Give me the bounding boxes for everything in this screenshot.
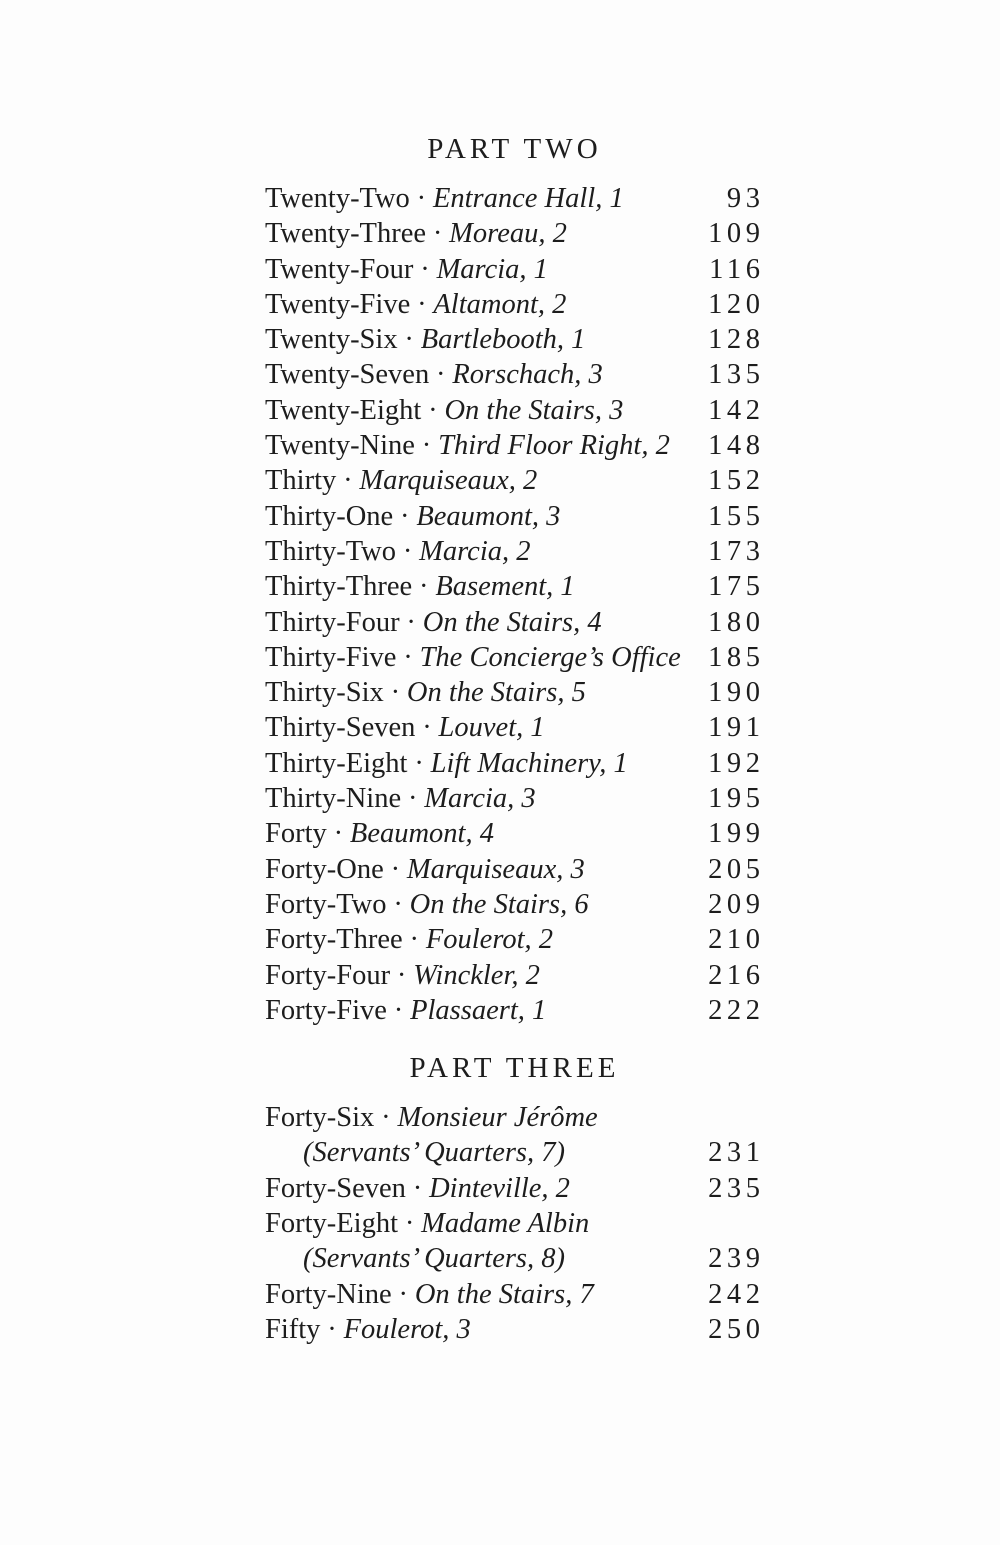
separator-dot: · bbox=[400, 500, 410, 532]
entry-line bbox=[265, 499, 765, 534]
entry-label bbox=[265, 1312, 471, 1347]
separator-dot: · bbox=[436, 359, 446, 391]
toc-entry bbox=[265, 181, 765, 216]
table-of-contents bbox=[265, 131, 765, 1347]
separator-dot: · bbox=[420, 253, 430, 285]
chapter-title: Monsieur Jérôme bbox=[397, 1102, 598, 1134]
entry-label bbox=[265, 499, 560, 534]
page-number: 191 bbox=[708, 712, 765, 744]
entry-label bbox=[265, 710, 545, 745]
chapter-title: Foulerot, 3 bbox=[343, 1313, 471, 1345]
separator-dot: · bbox=[407, 783, 418, 815]
page-number: 242 bbox=[708, 1278, 765, 1310]
toc-entry bbox=[265, 781, 765, 816]
entry-line bbox=[265, 569, 765, 604]
toc-entry bbox=[265, 675, 765, 710]
entry-line bbox=[265, 252, 765, 287]
entry-line bbox=[265, 993, 765, 1028]
separator-dot: · bbox=[419, 571, 429, 603]
separator-dot: · bbox=[398, 1278, 408, 1310]
toc-entry bbox=[265, 534, 765, 569]
entry-label bbox=[265, 216, 567, 251]
entry-label bbox=[265, 640, 681, 675]
separator-dot: · bbox=[333, 818, 344, 850]
toc-entry bbox=[265, 463, 765, 498]
toc-entry bbox=[265, 1100, 765, 1171]
page-number: 199 bbox=[708, 818, 765, 850]
separator-dot: · bbox=[417, 288, 427, 320]
chapter-title: Dinteville, 2 bbox=[429, 1172, 570, 1204]
entry-label bbox=[265, 1277, 594, 1312]
toc-entry bbox=[265, 287, 765, 322]
toc-entry bbox=[265, 393, 765, 428]
entry-label bbox=[265, 605, 602, 640]
separator-dot: · bbox=[428, 394, 438, 426]
entry-label bbox=[265, 887, 589, 922]
entry-label-continuation bbox=[265, 1241, 565, 1276]
toc-entry bbox=[265, 1171, 765, 1206]
entry-label-continuation bbox=[265, 1135, 565, 1170]
entry-label bbox=[265, 428, 670, 463]
toc-entry bbox=[265, 922, 765, 957]
entry-label bbox=[265, 534, 530, 569]
chapter-name: Thirty-Two bbox=[265, 535, 396, 567]
chapter-title: Altamont, 2 bbox=[433, 288, 567, 320]
chapter-title: On the Stairs, 3 bbox=[444, 394, 624, 426]
chapter-title: Louvet, 1 bbox=[438, 712, 545, 744]
chapter-name: Twenty-Three bbox=[265, 218, 427, 250]
entry-label bbox=[265, 252, 548, 287]
toc-entry bbox=[265, 852, 765, 887]
page-number: 205 bbox=[708, 853, 765, 885]
page-number: 195 bbox=[708, 783, 765, 815]
chapter-name: Thirty-One bbox=[265, 500, 394, 532]
toc-entry bbox=[265, 428, 765, 463]
chapter-name: Thirty-Seven bbox=[265, 712, 416, 744]
chapter-name: Forty-Two bbox=[265, 888, 387, 920]
separator-dot: · bbox=[396, 959, 407, 991]
chapter-name: Twenty-Eight bbox=[265, 394, 422, 426]
toc-entry bbox=[265, 746, 765, 781]
chapter-name: Forty-Nine bbox=[265, 1278, 392, 1310]
chapter-name: Twenty-Seven bbox=[265, 359, 430, 391]
chapter-name: Thirty-Nine bbox=[265, 783, 402, 815]
entry-label bbox=[265, 746, 628, 781]
entry-line bbox=[265, 640, 765, 675]
chapter-title: On the Stairs, 4 bbox=[422, 606, 602, 638]
page-number: 152 bbox=[708, 465, 765, 497]
entry-line bbox=[265, 781, 765, 816]
toc-entry bbox=[265, 216, 765, 251]
entry-line bbox=[265, 958, 765, 993]
chapter-title: On the Stairs, 6 bbox=[409, 888, 589, 920]
entry-line bbox=[265, 216, 765, 251]
page-number: 235 bbox=[708, 1172, 765, 1204]
separator-dot: · bbox=[393, 994, 404, 1026]
toc-entry bbox=[265, 499, 765, 534]
page-number: 231 bbox=[708, 1137, 765, 1169]
entry-label bbox=[265, 1100, 598, 1135]
chapter-title: Marquiseaux, 2 bbox=[359, 465, 538, 497]
chapter-title: Beaumont, 3 bbox=[416, 500, 561, 532]
toc-entry bbox=[265, 252, 765, 287]
entry-line bbox=[265, 887, 765, 922]
chapter-name: Fifty bbox=[265, 1313, 321, 1345]
entry-line bbox=[265, 393, 765, 428]
chapter-name: Thirty-Eight bbox=[265, 747, 408, 779]
separator-dot: · bbox=[390, 853, 401, 885]
chapter-name: Forty-Six bbox=[265, 1102, 375, 1134]
entry-list bbox=[265, 181, 765, 1028]
chapter-name: Forty-One bbox=[265, 853, 384, 885]
entry-label bbox=[265, 781, 536, 816]
separator-dot: · bbox=[412, 1172, 423, 1204]
page-number: 142 bbox=[708, 394, 765, 426]
toc-entry bbox=[265, 569, 765, 604]
chapter-title: Winckler, 2 bbox=[413, 959, 540, 991]
separator-dot: · bbox=[403, 641, 413, 673]
entry-line bbox=[265, 463, 765, 498]
chapter-title: On the Stairs, 5 bbox=[406, 677, 586, 709]
separator-dot: · bbox=[404, 324, 414, 356]
toc-entry bbox=[265, 993, 765, 1028]
page-number: 175 bbox=[708, 571, 765, 603]
chapter-title: Basement, 1 bbox=[435, 571, 575, 603]
entry-line bbox=[265, 1312, 765, 1347]
entry-label bbox=[265, 322, 585, 357]
toc-section bbox=[265, 131, 765, 1028]
page-number: 128 bbox=[708, 324, 765, 356]
page-number: 239 bbox=[708, 1243, 765, 1275]
entry-line bbox=[265, 675, 765, 710]
page-number: 222 bbox=[708, 994, 765, 1026]
entry-line bbox=[265, 287, 765, 322]
part-heading: PART THREE bbox=[409, 1052, 620, 1085]
chapter-name: Thirty-Four bbox=[265, 606, 400, 638]
entry-line bbox=[265, 1171, 765, 1206]
page-number: 209 bbox=[708, 888, 765, 920]
entry-label bbox=[265, 1171, 570, 1206]
separator-dot: · bbox=[402, 535, 413, 567]
entry-line bbox=[265, 816, 765, 851]
page-number: 185 bbox=[708, 641, 765, 673]
toc-entry bbox=[265, 1277, 765, 1312]
chapter-title-continuation: (Servants’ Quarters, 7) bbox=[303, 1137, 566, 1169]
chapter-name: Twenty-Two bbox=[265, 183, 410, 214]
separator-dot: · bbox=[409, 924, 420, 956]
entry-line bbox=[265, 605, 765, 640]
separator-dot: · bbox=[327, 1313, 337, 1345]
chapter-title-continuation: (Servants’ Quarters, 8) bbox=[303, 1243, 566, 1275]
entry-line bbox=[265, 746, 765, 781]
chapter-name: Thirty-Six bbox=[265, 677, 384, 709]
chapter-title: The Concierge’s Office bbox=[419, 641, 681, 673]
chapter-title: Beaumont, 4 bbox=[349, 818, 494, 850]
chapter-title: Marquiseaux, 3 bbox=[406, 853, 585, 885]
toc-entry bbox=[265, 357, 765, 392]
chapter-name: Twenty-Four bbox=[265, 253, 414, 285]
entry-line bbox=[265, 322, 765, 357]
chapter-title: Marcia, 3 bbox=[424, 783, 536, 815]
page-number: 173 bbox=[708, 535, 765, 567]
page-number: 190 bbox=[708, 677, 765, 709]
toc-section bbox=[265, 1050, 765, 1347]
page-number: 116 bbox=[709, 253, 765, 285]
chapter-name: Thirty-Three bbox=[265, 571, 413, 603]
separator-dot: · bbox=[432, 218, 443, 250]
page-number: 148 bbox=[708, 430, 765, 462]
chapter-title: Foulerot, 2 bbox=[425, 924, 554, 956]
chapter-title: Plassaert, 1 bbox=[410, 994, 547, 1026]
entry-line bbox=[265, 181, 765, 216]
chapter-title: Marcia, 2 bbox=[419, 535, 531, 567]
chapter-title: On the Stairs, 7 bbox=[414, 1278, 594, 1310]
page-number: 109 bbox=[708, 218, 765, 250]
page-number: 93 bbox=[726, 183, 765, 214]
entry-line bbox=[265, 428, 765, 463]
entry-line-continuation bbox=[265, 1241, 765, 1276]
separator-dot: · bbox=[393, 888, 403, 920]
toc-entry bbox=[265, 640, 765, 675]
page-number: 120 bbox=[708, 288, 765, 320]
toc-entry bbox=[265, 958, 765, 993]
entry-label bbox=[265, 922, 553, 957]
separator-dot: · bbox=[422, 712, 432, 744]
separator-dot: · bbox=[404, 1208, 415, 1240]
chapter-title: Moreau, 2 bbox=[449, 218, 567, 250]
chapter-name: Forty bbox=[265, 818, 327, 850]
toc-entry bbox=[265, 605, 765, 640]
chapter-name: Forty-Three bbox=[265, 924, 403, 956]
chapter-title: Madame Albin bbox=[421, 1208, 590, 1240]
entry-line bbox=[265, 1100, 760, 1135]
separator-dot: · bbox=[343, 465, 353, 497]
entry-label bbox=[265, 852, 585, 887]
chapter-title: Rorschach, 3 bbox=[452, 359, 603, 391]
part-heading: PART TWO bbox=[427, 133, 602, 165]
entry-label bbox=[265, 958, 540, 993]
entry-line-continuation bbox=[265, 1135, 765, 1170]
chapter-name: Forty-Four bbox=[265, 959, 391, 991]
entry-label bbox=[265, 993, 546, 1028]
separator-dot: · bbox=[406, 606, 416, 638]
chapter-name: Twenty-Six bbox=[265, 324, 398, 356]
page-number: 250 bbox=[708, 1313, 765, 1345]
chapter-name: Thirty-Five bbox=[265, 641, 397, 673]
separator-dot: · bbox=[381, 1102, 391, 1134]
chapter-name: Forty-Eight bbox=[265, 1208, 398, 1240]
page-number: 210 bbox=[708, 924, 765, 956]
entry-label bbox=[265, 393, 623, 428]
chapter-name: Thirty bbox=[265, 465, 337, 497]
entry-label bbox=[265, 463, 537, 498]
page-number: 180 bbox=[708, 606, 765, 638]
entry-label bbox=[265, 675, 586, 710]
chapter-title: Entrance Hall, 1 bbox=[432, 183, 624, 214]
entry-label bbox=[265, 287, 566, 322]
entry-line bbox=[265, 1277, 765, 1312]
toc-entry bbox=[265, 710, 765, 745]
entry-list bbox=[265, 1100, 765, 1347]
toc-entry bbox=[265, 1312, 765, 1347]
entry-line bbox=[265, 357, 765, 392]
chapter-name: Twenty-Five bbox=[265, 288, 411, 320]
entry-line bbox=[265, 1206, 760, 1241]
toc-entry bbox=[265, 887, 765, 922]
chapter-title: Marcia, 1 bbox=[436, 253, 548, 285]
toc-entry bbox=[265, 816, 765, 851]
separator-dot: · bbox=[414, 747, 424, 779]
page-number: 216 bbox=[708, 959, 765, 991]
page-number: 135 bbox=[708, 359, 765, 391]
entry-label bbox=[265, 181, 624, 216]
separator-dot: · bbox=[390, 677, 401, 709]
chapter-title: Lift Machinery, 1 bbox=[430, 747, 628, 779]
entry-line bbox=[265, 534, 765, 569]
chapter-name: Forty-Five bbox=[265, 994, 387, 1026]
entry-label bbox=[265, 357, 603, 392]
page-number: 155 bbox=[708, 500, 765, 532]
chapter-title: Bartlebooth, 1 bbox=[420, 324, 586, 356]
chapter-name: Forty-Seven bbox=[265, 1172, 406, 1204]
entry-line bbox=[265, 710, 765, 745]
separator-dot: · bbox=[416, 183, 427, 214]
entry-line bbox=[265, 922, 765, 957]
page-number: 192 bbox=[708, 747, 765, 779]
entry-label bbox=[265, 1206, 589, 1241]
entry-line bbox=[265, 852, 765, 887]
chapter-title: Third Floor Right, 2 bbox=[438, 430, 670, 462]
entry-label bbox=[265, 816, 494, 851]
entry-label bbox=[265, 569, 575, 604]
toc-entry bbox=[265, 322, 765, 357]
separator-dot: · bbox=[421, 430, 432, 462]
toc-entry bbox=[265, 1206, 765, 1277]
chapter-name: Twenty-Nine bbox=[265, 430, 415, 462]
